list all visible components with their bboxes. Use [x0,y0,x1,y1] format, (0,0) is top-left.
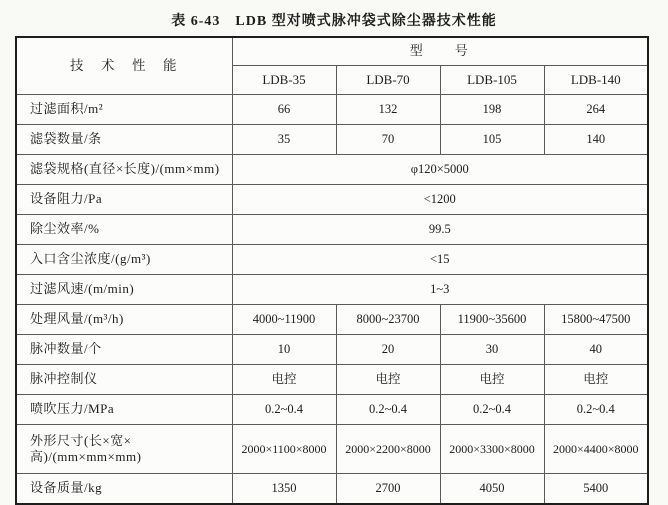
table-row [16,365,648,395]
corner-header-cell: 技 术 性 能 [16,37,232,95]
value-cell: 2000×3300×8000 [440,425,544,474]
value-cell: 2000×1100×8000 [232,425,336,474]
value-cell: 198 [440,95,544,125]
row-label-cell: 入口含尘浓度/(g/m³) [16,245,232,275]
span-value-cell: 99.5 [232,215,648,245]
value-cell: 10 [232,335,336,365]
row-label-cell: 除尘效率/% [16,215,232,245]
row-label-cell: 过滤风速/(m/min) [16,275,232,305]
model-header-cell: LDB-140 [544,66,648,95]
value-cell: 35 [232,125,336,155]
table-row [16,125,648,155]
table-row [16,95,648,125]
value-cell: 2000×4400×8000 [544,425,648,474]
model-group-header-cell: 型 号 [232,37,648,66]
value-cell: 264 [544,95,648,125]
value-cell: 8000~23700 [336,305,440,335]
model-header-cell: LDB-105 [440,66,544,95]
value-cell: 11900~35600 [440,305,544,335]
row-label-cell: 喷吹压力/MPa [16,395,232,425]
value-cell: 0.2~0.4 [440,395,544,425]
row-label-cell: 脉冲数量/个 [16,335,232,365]
table-row [16,245,648,275]
value-cell: 0.2~0.4 [232,395,336,425]
table-row [16,474,648,505]
value-cell: 电控 [440,365,544,395]
page-title: 表 6-43 LDB 型对喷式脉冲袋式除尘器技术性能 [171,14,497,29]
value-cell: 66 [232,95,336,125]
row-label-cell: 过滤面积/m² [16,95,232,125]
table-row [16,215,648,245]
span-value-cell: <1200 [232,185,648,215]
row-label-cell: 设备质量/kg [16,474,232,505]
span-value-cell: φ120×5000 [232,155,648,185]
span-value-cell: <15 [232,245,648,275]
value-cell: 40 [544,335,648,365]
value-cell: 140 [544,125,648,155]
value-cell: 30 [440,335,544,365]
table-row [16,395,648,425]
value-cell: 70 [336,125,440,155]
table-row [16,305,648,335]
table-row [16,335,648,365]
row-label-cell: 脉冲控制仪 [16,365,232,395]
value-cell: 5400 [544,474,648,505]
value-cell: 1350 [232,474,336,505]
table-row [16,425,648,474]
value-cell: 4000~11900 [232,305,336,335]
table-row [16,155,648,185]
table-row [16,275,648,305]
value-cell: 0.2~0.4 [336,395,440,425]
row-label-cell: 外形尺寸(长×宽×高)/(mm×mm×mm) [16,425,232,474]
model-header-cell: LDB-70 [336,66,440,95]
value-cell: 105 [440,125,544,155]
row-label-cell: 设备阻力/Pa [16,185,232,215]
value-cell: 0.2~0.4 [544,395,648,425]
value-cell: 2000×2200×8000 [336,425,440,474]
value-cell: 20 [336,335,440,365]
spec-table [15,36,649,505]
table-row [16,185,648,215]
value-cell: 4050 [440,474,544,505]
value-cell: 电控 [544,365,648,395]
model-header-cell: LDB-35 [232,66,336,95]
row-label-cell: 滤袋规格(直径×长度)/(mm×mm) [16,155,232,185]
value-cell: 132 [336,95,440,125]
value-cell: 2700 [336,474,440,505]
span-value-cell: 1~3 [232,275,648,305]
row-label-cell: 处理风量/(m³/h) [16,305,232,335]
value-cell: 15800~47500 [544,305,648,335]
value-cell: 电控 [232,365,336,395]
row-label-cell: 滤袋数量/条 [16,125,232,155]
value-cell: 电控 [336,365,440,395]
header-row-group [16,37,648,66]
